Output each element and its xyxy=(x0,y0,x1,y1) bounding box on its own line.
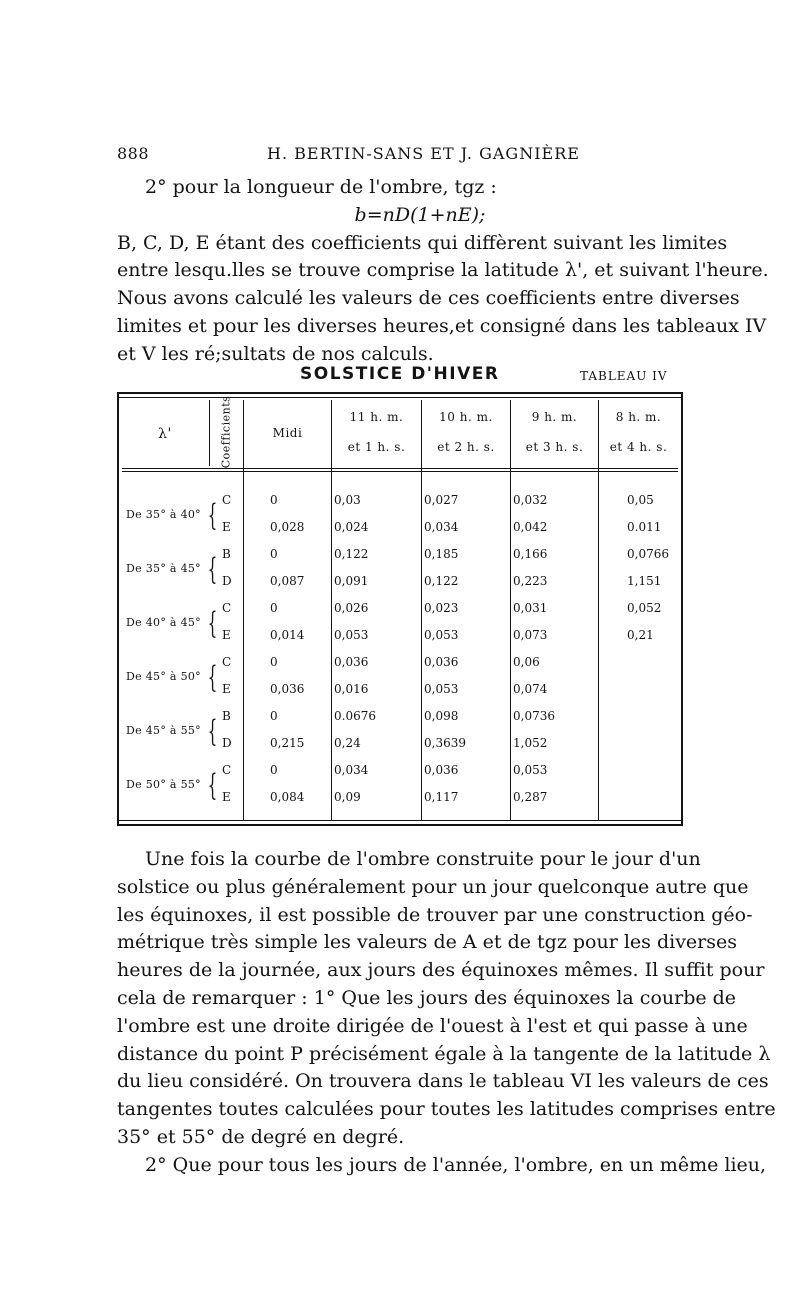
column-rule xyxy=(510,400,511,820)
table-cell: 0,027 xyxy=(424,493,459,507)
table-cell: 0,0736 xyxy=(513,709,555,723)
midi-header: Midi xyxy=(272,426,303,440)
table-cell: 0,026 xyxy=(334,601,369,615)
table-cell: 0,034 xyxy=(424,520,459,534)
table-cell: 0,036 xyxy=(424,655,459,669)
table-cell: 0,0766 xyxy=(627,547,669,561)
latitude-range-label: De 45° à 50° xyxy=(126,670,201,683)
coefficient-letter: E xyxy=(222,682,231,696)
table-cell: 0,087 xyxy=(270,574,305,588)
text-line: 2° Que pour tous les jours de l'année, l'ombre, en un même lieu, xyxy=(145,1153,767,1176)
table-cell: 0,223 xyxy=(513,574,548,588)
text-line: solstice ou plus généralement pour un jour quelconque autre que xyxy=(117,875,749,898)
coefficient-letter: B xyxy=(222,547,231,561)
table-cell: 0,098 xyxy=(424,709,459,723)
table-cell: 0,014 xyxy=(270,628,305,642)
table-cell: 0,053 xyxy=(424,682,459,696)
column-header-line2: et 1 h. s. xyxy=(347,440,406,454)
column-header-line2: et 4 h. s. xyxy=(609,440,668,454)
column-header-line2: et 2 h. s. xyxy=(437,440,495,454)
table-cell: 0,084 xyxy=(270,790,305,804)
table-cell: 0,24 xyxy=(334,736,361,750)
coefficient-letter: D xyxy=(222,574,232,588)
table-cell: 0 xyxy=(270,655,278,669)
table-cell: 0 xyxy=(270,547,278,561)
table-cell: 1,052 xyxy=(513,736,548,750)
brace-glyph: { xyxy=(207,552,218,587)
table-top-rule xyxy=(119,397,681,398)
table-cell: 0,117 xyxy=(424,790,459,804)
text-line: entre lesqu.lles se trouve comprise la latitude λ', et suivant l'heure. xyxy=(117,259,769,282)
brace-glyph: { xyxy=(207,660,218,695)
table-cell: 0,06 xyxy=(513,655,540,669)
brace-glyph: { xyxy=(207,606,218,641)
header-rule-double xyxy=(122,471,678,472)
formula-line: b=nD(1+nE); xyxy=(354,203,486,226)
column-rule xyxy=(243,400,244,820)
latitude-range-label: De 35° à 45° xyxy=(126,562,201,575)
coefficient-letter: C xyxy=(222,493,232,507)
text-line: Nous avons calculé les valeurs de ces coefficients entre diverses xyxy=(117,287,740,310)
lambda-header: λ' xyxy=(158,426,172,442)
text-line: et V les ré;sultats de nos calculs. xyxy=(117,342,434,365)
text-line: Une fois la courbe de l'ombre construite pour le jour d'un xyxy=(145,848,701,870)
text-line: l'ombre est une droite dirigée de l'ouest à l'est et qui passe à une xyxy=(117,1014,748,1037)
table-cell: 0,05 xyxy=(627,493,654,507)
running-head xyxy=(117,144,683,168)
table-cell: 0,036 xyxy=(424,763,459,777)
text-line: cela de remarquer : 1° Que les jours des équinoxes la courbe de xyxy=(117,986,737,1009)
table-cell: 0,073 xyxy=(513,628,548,642)
text-line: 2° pour la longueur de l'ombre, tgz : xyxy=(145,176,497,198)
table-cell: 0 xyxy=(270,601,278,615)
column-rule xyxy=(331,400,332,820)
intro-paragraph xyxy=(117,174,769,369)
table-cell: 1,151 xyxy=(627,574,662,588)
coefficient-letter: D xyxy=(222,736,232,750)
table-cell: 0,091 xyxy=(334,574,369,588)
latitude-range-label: De 40° à 45° xyxy=(126,616,201,629)
coefficients-header-text: Coefficients xyxy=(219,395,233,469)
text-line: métrique très simple les valeurs de A et de tgz pour les diverses xyxy=(117,931,737,954)
column-header-line1: 9 h. m. xyxy=(531,410,578,424)
table-cell: 0,052 xyxy=(627,601,662,615)
page-number: 888 xyxy=(117,144,150,163)
text-line: 35° et 55° de degré en degré. xyxy=(117,1125,405,1148)
table-cell: 0,024 xyxy=(334,520,369,534)
table-cell: 0,031 xyxy=(513,601,548,615)
latitude-range-label: De 35° à 40° xyxy=(126,508,201,521)
column-header-line1: 8 h. m. xyxy=(615,410,662,424)
table-cell: 0,166 xyxy=(513,547,548,561)
table-label: TABLEAU IV xyxy=(580,369,668,383)
table-cell: 0,053 xyxy=(513,763,548,777)
brace-glyph: { xyxy=(207,768,218,803)
coefficient-letter: C xyxy=(222,655,232,669)
table-cell: 0 xyxy=(270,709,278,723)
table-cell: 0,122 xyxy=(424,574,459,588)
brace-glyph: { xyxy=(207,498,218,533)
coefficient-letter: E xyxy=(222,520,231,534)
table-cell: 0,036 xyxy=(334,655,369,669)
coefficient-letter: C xyxy=(222,601,232,615)
table-title: SOLSTICE D'HIVER xyxy=(300,364,500,384)
running-title: H. BERTIN-SANS ET J. GAGNIÈRE xyxy=(267,144,580,163)
column-header-line1: 11 h. m. xyxy=(349,410,404,424)
table-cell: 0,032 xyxy=(513,493,548,507)
coefficient-letter: E xyxy=(222,628,231,642)
column-rule xyxy=(421,400,422,820)
coefficient-letter: C xyxy=(222,763,232,777)
header-rule xyxy=(122,468,678,469)
table-cell: 0,09 xyxy=(334,790,361,804)
column-header-line1: 10 h. m. xyxy=(439,410,493,424)
table-cell: 0,023 xyxy=(424,601,459,615)
table-cell: 0,03 xyxy=(334,493,361,507)
coefficient-letter: B xyxy=(222,709,231,723)
table-cell: 0,185 xyxy=(424,547,459,561)
table-cell: 0,074 xyxy=(513,682,548,696)
text-line: limites et pour les diverses heures,et consigné dans les tableaux IV xyxy=(117,314,767,337)
column-rule xyxy=(598,400,599,820)
table-cell: 0,036 xyxy=(270,682,305,696)
table-cell: 0,042 xyxy=(513,520,548,534)
table-cell: 0 xyxy=(270,493,278,507)
table-cell: 0,21 xyxy=(627,628,654,642)
table-cell: 0,3639 xyxy=(424,736,466,750)
table-cell: 0 xyxy=(270,763,278,777)
coefficient-letter: E xyxy=(222,790,231,804)
table-cell: 0,034 xyxy=(334,763,369,777)
table-cell: 0,122 xyxy=(334,547,369,561)
table-cell: 0.011 xyxy=(627,520,662,534)
table-cell: 0,287 xyxy=(513,790,548,804)
table-cell: 0,016 xyxy=(334,682,369,696)
latitude-range-label: De 50° à 55° xyxy=(126,778,201,791)
table-cell: 0.0676 xyxy=(334,709,376,723)
table-bottom-rule xyxy=(119,820,681,821)
coefficients-header xyxy=(210,395,242,469)
text-line: tangentes toutes calculées pour toutes les latitudes comprises entre xyxy=(117,1098,776,1121)
body-paragraph xyxy=(117,846,776,1180)
table-cell: 0,053 xyxy=(334,628,369,642)
latitude-range-label: De 45° à 55° xyxy=(126,724,201,737)
table-cell: 0,028 xyxy=(270,520,305,534)
column-header-line2: et 3 h. s. xyxy=(525,440,584,454)
text-line: B, C, D, E étant des coefficients qui diffèrent suivant les limites xyxy=(117,231,728,254)
table-cell: 0,215 xyxy=(270,736,305,750)
brace-glyph: { xyxy=(207,714,218,749)
table-cell: 0,053 xyxy=(424,628,459,642)
text-line: distance du point P précisément égale à la tangente de la latitude λ xyxy=(117,1042,771,1065)
text-line: les équinoxes, il est possible de trouver par une construction géo- xyxy=(117,903,753,926)
text-line: du lieu considéré. On trouvera dans le tableau VI les valeurs de ces xyxy=(117,1070,769,1093)
text-line: heures de la journée, aux jours des équinoxes mêmes. Il suffit pour xyxy=(117,959,765,982)
